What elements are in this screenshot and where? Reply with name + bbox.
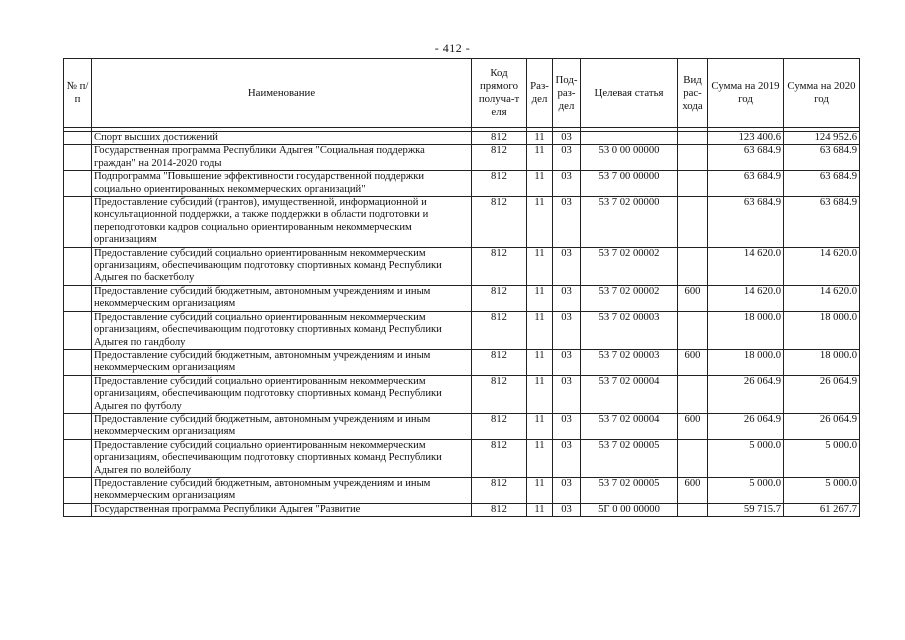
cell-vid: [678, 375, 708, 413]
cell-sum2019: 123 400.6: [708, 132, 784, 145]
cell-sum2020: 61 267.7: [784, 503, 860, 516]
cell-podrazdel: 03: [553, 197, 581, 248]
cell-razdel: 11: [527, 503, 553, 516]
cell-vid: [678, 247, 708, 285]
cell-sum2020: 14 620.0: [784, 247, 860, 285]
cell-num: [64, 247, 92, 285]
cell-razdel: 11: [527, 413, 553, 439]
cell-razdel: 11: [527, 375, 553, 413]
cell-num: [64, 503, 92, 516]
table-row: [64, 375, 860, 413]
cell-target: 5Г 0 00 00000: [581, 503, 678, 516]
cell-num: [64, 413, 92, 439]
cell-sum2019: 18 000.0: [708, 311, 784, 349]
cell-code: 812: [472, 285, 527, 311]
cell-razdel: 11: [527, 477, 553, 503]
cell-code: 812: [472, 439, 527, 477]
cell-sum2019: 63 684.9: [708, 145, 784, 171]
cell-podrazdel: 03: [553, 439, 581, 477]
cell-sum2019: 63 684.9: [708, 197, 784, 248]
cell-sum2020: 14 620.0: [784, 285, 860, 311]
cell-code: 812: [472, 477, 527, 503]
cell-num: [64, 285, 92, 311]
cell-vid: [678, 132, 708, 145]
cell-sum2019: 26 064.9: [708, 413, 784, 439]
cell-vid: [678, 503, 708, 516]
cell-vid: 600: [678, 413, 708, 439]
cell-vid: [678, 439, 708, 477]
cell-name: Государственная программа Республики Адыгея "Развитие: [92, 503, 472, 516]
cell-target: 53 7 02 00003: [581, 311, 678, 349]
cell-sum2020: 5 000.0: [784, 439, 860, 477]
cell-vid: [678, 145, 708, 171]
cell-num: [64, 439, 92, 477]
cell-razdel: 11: [527, 349, 553, 375]
cell-podrazdel: 03: [553, 375, 581, 413]
table-row: [64, 349, 860, 375]
cell-name: Предоставление субсидий бюджетным, автономным учреждениям и иным некоммерческим организациям: [92, 349, 472, 375]
cell-code: 812: [472, 171, 527, 197]
cell-num: [64, 477, 92, 503]
cell-num: [64, 171, 92, 197]
col-header-vid: Вид рас- хода: [678, 59, 708, 128]
table-header-row: [64, 59, 860, 128]
cell-name: Спорт высших достижений: [92, 132, 472, 145]
cell-podrazdel: 03: [553, 349, 581, 375]
cell-sum2019: 59 715.7: [708, 503, 784, 516]
cell-code: 812: [472, 311, 527, 349]
cell-name: Предоставление субсидий бюджетным, автономным учреждениям и иным некоммерческим организациям: [92, 477, 472, 503]
table-row: [64, 503, 860, 516]
cell-code: 812: [472, 413, 527, 439]
cell-podrazdel: 03: [553, 247, 581, 285]
cell-target: 53 7 02 00002: [581, 247, 678, 285]
cell-sum2020: 63 684.9: [784, 197, 860, 248]
cell-num: [64, 145, 92, 171]
cell-num: [64, 132, 92, 145]
cell-vid: 600: [678, 349, 708, 375]
cell-name: Государственная программа Республики Адыгея "Социальная поддержка граждан" на 2014-2020 годы: [92, 145, 472, 171]
table-row: [64, 171, 860, 197]
col-header-num: № п/п: [64, 59, 92, 128]
cell-name: Подпрограмма "Повышение эффективности государственной поддержки социально ориентированных некоммерческих организаций": [92, 171, 472, 197]
cell-podrazdel: 03: [553, 132, 581, 145]
cell-code: 812: [472, 375, 527, 413]
cell-podrazdel: 03: [553, 285, 581, 311]
cell-razdel: 11: [527, 145, 553, 171]
cell-num: [64, 197, 92, 248]
table-row: [64, 145, 860, 171]
cell-code: 812: [472, 349, 527, 375]
cell-code: 812: [472, 132, 527, 145]
cell-target: 53 7 02 00005: [581, 477, 678, 503]
cell-podrazdel: 03: [553, 413, 581, 439]
cell-sum2020: 18 000.0: [784, 311, 860, 349]
cell-vid: 600: [678, 285, 708, 311]
cell-razdel: 11: [527, 285, 553, 311]
col-header-sum2020: Сумма на 2020 год: [784, 59, 860, 128]
cell-sum2020: 63 684.9: [784, 171, 860, 197]
cell-sum2019: 63 684.9: [708, 171, 784, 197]
cell-sum2019: 26 064.9: [708, 375, 784, 413]
cell-target: 53 7 02 00000: [581, 197, 678, 248]
cell-sum2019: 14 620.0: [708, 285, 784, 311]
cell-razdel: 11: [527, 132, 553, 145]
cell-sum2020: 5 000.0: [784, 477, 860, 503]
cell-target: 53 7 02 00004: [581, 413, 678, 439]
col-header-code: Код прямого получа-т еля: [472, 59, 527, 128]
cell-code: 812: [472, 145, 527, 171]
cell-target: 53 7 02 00005: [581, 439, 678, 477]
cell-sum2020: 26 064.9: [784, 413, 860, 439]
cell-num: [64, 311, 92, 349]
cell-name: Предоставление субсидий социально ориентированным некоммерческим организациям, обеспечивающим подготовку спортивных команд Республики Адыгея по баскетболу: [92, 247, 472, 285]
cell-num: [64, 349, 92, 375]
table-row: [64, 197, 860, 248]
cell-podrazdel: 03: [553, 171, 581, 197]
col-header-name: Наименование: [92, 59, 472, 128]
table-row: [64, 311, 860, 349]
cell-vid: 600: [678, 477, 708, 503]
col-header-podrazdel: Под- раз- дел: [553, 59, 581, 128]
table-row: [64, 132, 860, 145]
cell-vid: [678, 311, 708, 349]
cell-name: Предоставление субсидий социально ориентированным некоммерческим организациям, обеспечивающим подготовку спортивных команд Республики Адыгея по волейболу: [92, 439, 472, 477]
table-row: [64, 413, 860, 439]
cell-sum2019: 5 000.0: [708, 477, 784, 503]
table-row: [64, 477, 860, 503]
cell-podrazdel: 03: [553, 503, 581, 516]
cell-sum2019: 14 620.0: [708, 247, 784, 285]
cell-target: 53 0 00 00000: [581, 145, 678, 171]
table-row: [64, 247, 860, 285]
table-row: [64, 285, 860, 311]
cell-sum2019: 5 000.0: [708, 439, 784, 477]
cell-code: 812: [472, 247, 527, 285]
cell-razdel: 11: [527, 171, 553, 197]
cell-vid: [678, 171, 708, 197]
cell-podrazdel: 03: [553, 311, 581, 349]
cell-podrazdel: 03: [553, 145, 581, 171]
cell-sum2020: 63 684.9: [784, 145, 860, 171]
cell-name: Предоставление субсидий социально ориентированным некоммерческим организациям, обеспечивающим подготовку спортивных команд Республики Адыгея по гандболу: [92, 311, 472, 349]
col-header-razdel: Раз- дел: [527, 59, 553, 128]
cell-sum2019: 18 000.0: [708, 349, 784, 375]
cell-razdel: 11: [527, 197, 553, 248]
cell-podrazdel: 03: [553, 477, 581, 503]
cell-target: 53 7 02 00003: [581, 349, 678, 375]
cell-name: Предоставление субсидий социально ориентированным некоммерческим организациям, обеспечивающим подготовку спортивных команд Республики Адыгея по футболу: [92, 375, 472, 413]
cell-name: Предоставление субсидий бюджетным, автономным учреждениям и иным некоммерческим организациям: [92, 413, 472, 439]
cell-num: [64, 375, 92, 413]
col-header-target: Целевая статья: [581, 59, 678, 128]
page-number: - 412 -: [434, 41, 471, 55]
cell-razdel: 11: [527, 311, 553, 349]
cell-razdel: 11: [527, 247, 553, 285]
cell-razdel: 11: [527, 439, 553, 477]
cell-name: Предоставление субсидий бюджетным, автономным учреждениям и иным некоммерческим организациям: [92, 285, 472, 311]
cell-code: 812: [472, 503, 527, 516]
cell-vid: [678, 197, 708, 248]
cell-target: [581, 132, 678, 145]
cell-code: 812: [472, 197, 527, 248]
cell-target: 53 7 02 00004: [581, 375, 678, 413]
col-header-sum2019: Сумма на 2019 год: [708, 59, 784, 128]
cell-target: 53 7 02 00002: [581, 285, 678, 311]
cell-sum2020: 26 064.9: [784, 375, 860, 413]
cell-target: 53 7 00 00000: [581, 171, 678, 197]
cell-name: Предоставление субсидий (грантов), имущественной, информационной и консультационной поддержки, а также поддержки в области подготовки и переподготовки кадров социально ориентированным некоммерческим организациям: [92, 197, 472, 248]
budget-table: [63, 58, 860, 517]
cell-sum2020: 18 000.0: [784, 349, 860, 375]
table-row: [64, 439, 860, 477]
cell-sum2020: 124 952.6: [784, 132, 860, 145]
